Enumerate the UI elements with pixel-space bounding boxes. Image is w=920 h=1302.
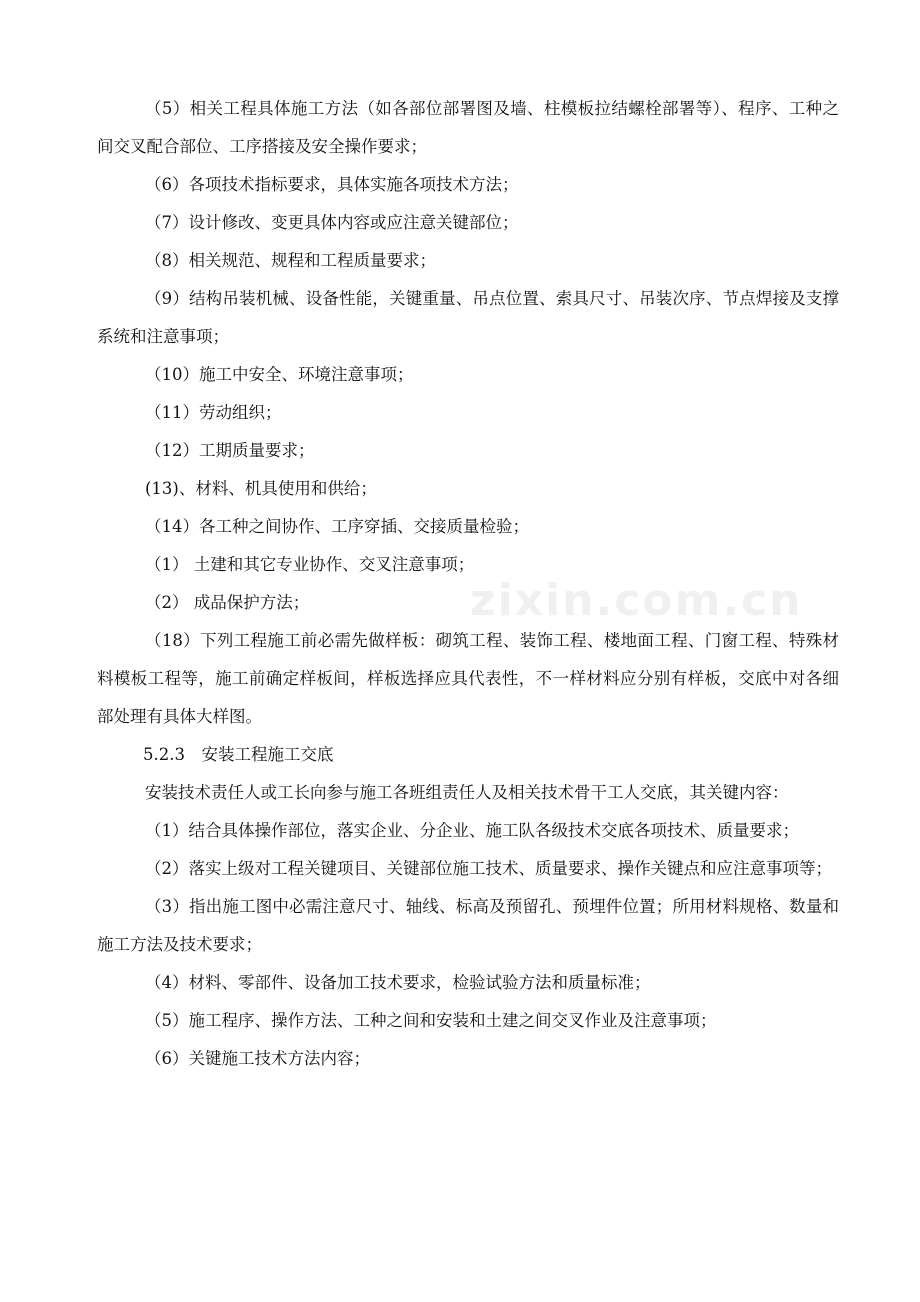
paragraph-item-14: （14）各工种之间协作、工序穿插、交接质量检验； — [145, 517, 529, 536]
paragraph-item-10: （10）施工中安全、环境注意事项； — [145, 365, 414, 384]
paragraph-item-2-protection: （2） 成品保护方法； — [145, 593, 310, 612]
paragraph-item-12: （12）工期质量要求； — [145, 441, 315, 460]
paragraph-install-item-6: （6）关键施工技术方法内容； — [145, 1049, 370, 1068]
paragraph-install-item-3: （3）指出施工图中必需注意尺寸、轴线、标高及预留孔、预埋件位置；所用材料规格、数量和施工方法及技术要求； — [97, 897, 839, 954]
paragraph-item-6: （6）各项技术指标要求，具体实施各项技术方法； — [145, 175, 519, 194]
paragraph-section-intro: 安装技术责任人或工长向参与施工各班组责任人及相关技术骨干工人交底，其关键内容： — [145, 783, 789, 802]
paragraph-install-item-2: （2）落实上级对工程关键项目、关键部位施工技术、质量要求、操作关键点和应注意事项等； — [145, 859, 832, 878]
paragraph-install-item-1: （1）结合具体操作部位，落实企业、分企业、施工队各级技术交底各项技术、质量要求； — [145, 821, 799, 840]
paragraph-item-5: （5）相关工程具体施工方法（如各部位部署图及墙、柱模板拉结螺栓部署等）、程序、工种之间交叉配合部位、工序搭接及安全操作要求； — [97, 99, 839, 156]
paragraph-item-13: (13)、材料、机具使用和供给； — [145, 479, 377, 498]
paragraph-item-18: （18）下列工程施工前必需先做样板：砌筑工程、装饰工程、楼地面工程、门窗工程、特殊材料模板工程等，施工前确定样板间，样板选择应具代表性，不一样材料应分别有样板，交底中对各细部处理有具体大样图。 — [97, 631, 839, 726]
document-body — [97, 90, 839, 1078]
paragraph-item-11: （11）劳动组织； — [145, 403, 282, 422]
paragraph-item-8: （8）相关规范、规程和工程质量要求； — [145, 251, 436, 270]
paragraph-item-9: （9）结构吊装机械、设备性能，关键重量、吊点位置、索具尺寸、吊装次序、节点焊接及支撑系统和注意事项； — [97, 289, 839, 346]
section-heading-5-2-3: 5.2.3 安装工程施工交底 — [143, 745, 334, 764]
paragraph-install-item-4: （4）材料、零部件、设备加工技术要求，检验试验方法和质量标准； — [145, 973, 651, 992]
paragraph-install-item-5: （5）施工程序、操作方法、工种之间和安装和土建之间交叉作业及注意事项； — [145, 1011, 717, 1030]
paragraph-item-1-coordination: （1） 土建和其它专业协作、交叉注意事项； — [145, 555, 475, 574]
paragraph-item-7: （7）设计修改、变更具体内容或应注意关键部位； — [145, 213, 519, 232]
watermark: zixin.com.cn — [470, 575, 803, 626]
